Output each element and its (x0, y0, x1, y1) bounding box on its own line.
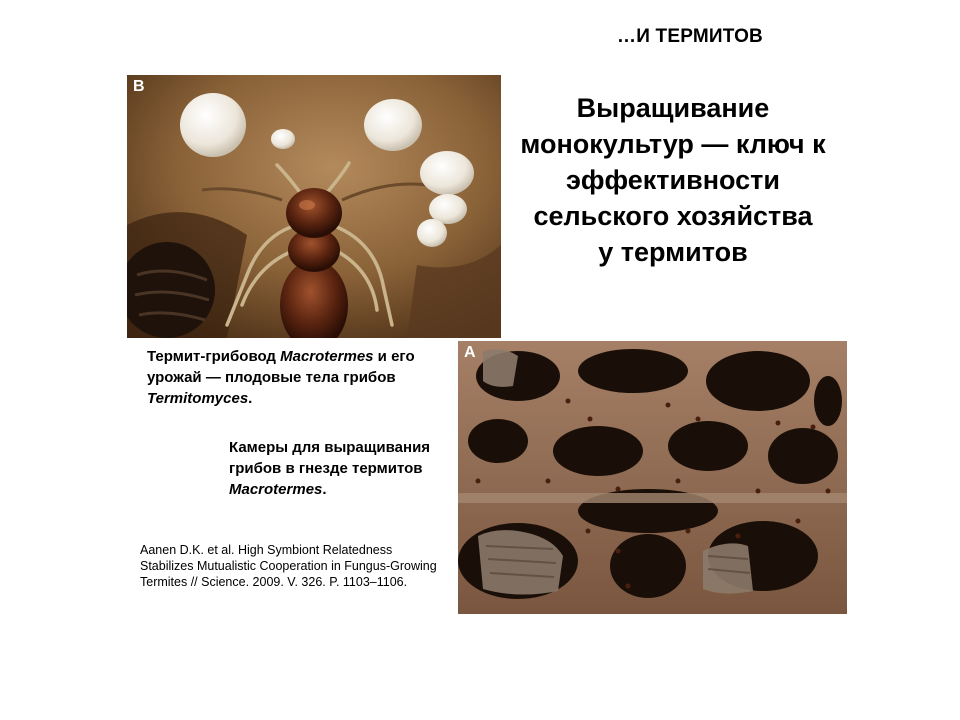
caption-species-name: Termitomyces (147, 390, 249, 407)
termite-fungus-illustration (127, 75, 501, 338)
nest-chambers-photo (458, 341, 847, 614)
caption-text: . (248, 390, 253, 407)
title-line: эффективности (565, 165, 781, 195)
photo-label-a: A (464, 344, 476, 361)
title-line: Выращивание (576, 93, 770, 123)
caption-text: и его урожай — плодовые тела грибов (147, 348, 415, 386)
photo-label-b: B (133, 78, 145, 95)
title-line: у термитов (598, 237, 748, 267)
termite-photo-caption (147, 346, 447, 409)
main-title (508, 90, 838, 270)
title-line: монокультур — ключ к (520, 129, 826, 159)
caption-text: . (322, 481, 327, 498)
literature-reference: Aanen D.K. et al. High Symbiont Relatedness Stabilizes Mutualistic Cooperation in Fungus-Growing Termites // Science. 2009. V. 326. P. 1103–1106. (140, 543, 437, 589)
caption-species-name: Macrotermes (280, 348, 374, 365)
caption-species-name: Macrotermes (229, 481, 323, 498)
caption-text: Термит-грибовод (147, 348, 281, 365)
termite-fungus-photo (127, 75, 501, 338)
title-line: сельского хозяйства (533, 201, 813, 231)
slide-heading: …И ТЕРМИТОВ (617, 26, 763, 47)
nest-photo-caption (229, 437, 455, 500)
nest-chambers-illustration (458, 341, 847, 614)
caption-text: Камеры для выращивания грибов в гнезде термитов (229, 439, 431, 477)
